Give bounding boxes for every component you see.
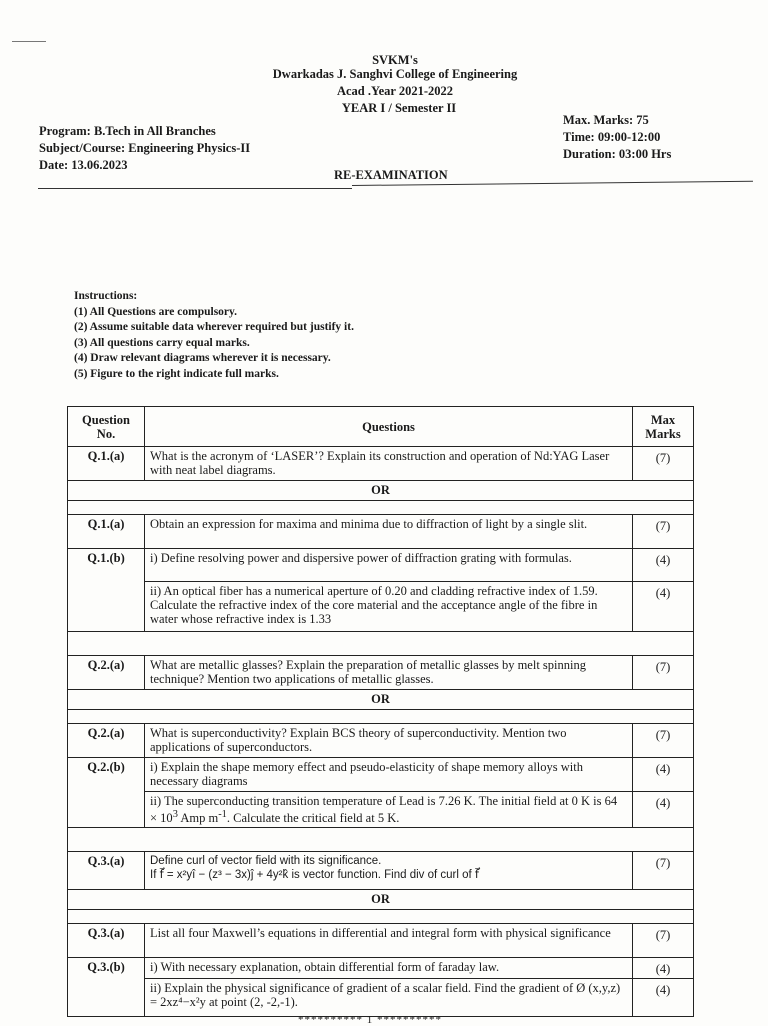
academic-year: Acad .Year 2021-2022	[336, 84, 454, 98]
or-separator: OR	[68, 690, 694, 710]
instruction-item: (1) All Questions are compulsory.	[74, 306, 238, 318]
header-qno-line1: Question	[82, 412, 130, 427]
question-text: Obtain an expression for maxima and minima due to diffraction of light by a single slit.	[145, 515, 633, 549]
exam-date: Date: 13.06.2023	[39, 158, 128, 172]
instructions-title: Instructions:	[74, 290, 138, 302]
question-line: If f⃗ = x²yî − (z³ − 3x)ĵ + 4y²k̂ is vector function. Find div of curl of f⃗	[150, 869, 479, 882]
question-number: Q.3.(b)	[68, 958, 145, 1017]
question-marks: (4)	[633, 958, 694, 979]
header-qno-line2: No.	[96, 426, 116, 441]
question-text: What are metallic glasses? Explain the preparation of metallic glasses by melt spinning technique? Mention two applications of metallic glasses.	[145, 656, 633, 690]
question-marks: (7)	[633, 924, 694, 958]
question-text: List all four Maxwell’s equations in differential and integral form with physical significance	[145, 924, 633, 958]
header-question-no	[68, 407, 145, 447]
question-marks: (7)	[633, 515, 694, 549]
table-row	[68, 758, 694, 792]
table-row	[68, 924, 694, 958]
question-text-part: Amp m	[177, 811, 219, 826]
or-separator: OR	[68, 481, 694, 501]
question-number: Q.3.(a)	[68, 852, 145, 890]
question-text-part: ii) The superconducting transition temperature of Lead is 7.26 K. The initial field at 0 K is 64 × 10	[150, 794, 618, 826]
question-marks: (4)	[633, 792, 694, 828]
or-row	[68, 481, 694, 501]
instruction-item: (2) Assume suitable data wherever required but justify it.	[74, 321, 354, 333]
table-row	[68, 549, 694, 582]
or-row	[68, 890, 694, 910]
instruction-item: (3) All questions carry equal marks.	[74, 337, 250, 349]
question-marks: (7)	[633, 724, 694, 758]
or-separator: OR	[68, 890, 694, 910]
header-max-marks	[633, 407, 694, 447]
question-number: Q.3.(a)	[68, 924, 145, 958]
spacer-cell	[68, 910, 694, 924]
exam-type: RE-EXAMINATION	[334, 168, 448, 182]
question-text-part: . Calculate the critical field at 5 K.	[226, 811, 400, 826]
spacer-cell	[68, 710, 694, 724]
spacer-cell	[68, 501, 694, 515]
question-text: ii) Explain the physical significance of gradient of a scalar field. Find the gradient of Ø (x,y,z) = 2xz⁴−x²y at point (2, -2,-1).	[145, 979, 633, 1017]
question-text: i) With necessary explanation, obtain differential form of faraday law.	[145, 958, 633, 979]
question-number: Q.1.(a)	[68, 447, 145, 481]
instruction-item: (5) Figure to the right indicate full marks.	[74, 368, 279, 380]
question-number: Q.2.(a)	[68, 724, 145, 758]
question-marks: (4)	[633, 549, 694, 582]
spacer-row	[68, 828, 694, 852]
exponent: -1	[218, 809, 227, 820]
or-row	[68, 690, 694, 710]
header-marks-line1: Max	[650, 412, 676, 427]
table-row	[68, 979, 694, 1017]
question-marks: (7)	[633, 852, 694, 890]
spacer-row	[68, 710, 694, 724]
question-text: i) Define resolving power and dispersive power of diffraction grating with formulas.	[145, 549, 633, 582]
question-text	[145, 852, 633, 890]
table-row	[68, 447, 694, 481]
question-marks: (7)	[633, 447, 694, 481]
table-header-row	[68, 407, 694, 447]
exam-duration: Duration: 03:00 Hrs	[563, 147, 672, 161]
table-row	[68, 724, 694, 758]
header-marks-line2: Marks	[645, 426, 681, 441]
header-divider	[38, 188, 352, 189]
college-name: Dwarkadas J. Sanghvi College of Engineering	[272, 67, 518, 81]
subject-label: Subject/Course: Engineering Physics-II	[39, 141, 251, 155]
question-text: ii) An optical fiber has a numerical aperture of 0.20 and cladding refractive index of 1.59. Calculate the refractive index of the core material and the acceptance angle of the fibre in water whose refractive index is 1.33	[145, 582, 633, 632]
question-marks: (7)	[633, 656, 694, 690]
question-text: What is superconductivity? Explain BCS theory of superconductivity. Mention two applications of superconductors.	[145, 724, 633, 758]
institute-name: SVKM's	[372, 53, 418, 67]
question-number: Q.1.(a)	[68, 515, 145, 549]
spacer-row	[68, 501, 694, 515]
question-marks: (4)	[633, 979, 694, 1017]
instruction-item: (4) Draw relevant diagrams wherever it is necessary.	[74, 352, 331, 364]
question-number: Q.1.(b)	[68, 549, 145, 632]
question-text: i) Explain the shape memory effect and pseudo-elasticity of shape memory alloys with necessary diagrams	[145, 758, 633, 792]
question-number: Q.2.(a)	[68, 656, 145, 690]
question-line: Define curl of vector field with its significance.	[150, 855, 382, 868]
question-table	[67, 406, 694, 1017]
max-marks: Max. Marks: 75	[563, 113, 649, 127]
spacer-row	[68, 632, 694, 656]
question-number: Q.2.(b)	[68, 758, 145, 828]
table-row	[68, 792, 694, 828]
spacer-row	[68, 910, 694, 924]
exam-time: Time: 09:00-12:00	[563, 130, 661, 144]
question-text: What is the acronym of ‘LASER’? Explain its construction and operation of Nd:YAG Laser with neat label diagrams.	[145, 447, 633, 481]
table-row	[68, 852, 694, 890]
page-marker: ********** 1 **********	[298, 1014, 442, 1026]
question-text	[145, 792, 633, 828]
year-semester: YEAR I / Semester II	[341, 101, 457, 115]
table-row	[68, 656, 694, 690]
question-marks: (4)	[633, 758, 694, 792]
table-row	[68, 958, 694, 979]
exponent: 3	[172, 809, 178, 820]
table-row	[68, 515, 694, 549]
question-marks: (4)	[633, 582, 694, 632]
program-label: Program: B.Tech in All Branches	[39, 124, 216, 138]
header-questions: Questions	[145, 407, 633, 447]
corner-mark	[12, 41, 46, 42]
spacer-cell	[68, 828, 694, 852]
table-row	[68, 582, 694, 632]
spacer-cell	[68, 632, 694, 656]
